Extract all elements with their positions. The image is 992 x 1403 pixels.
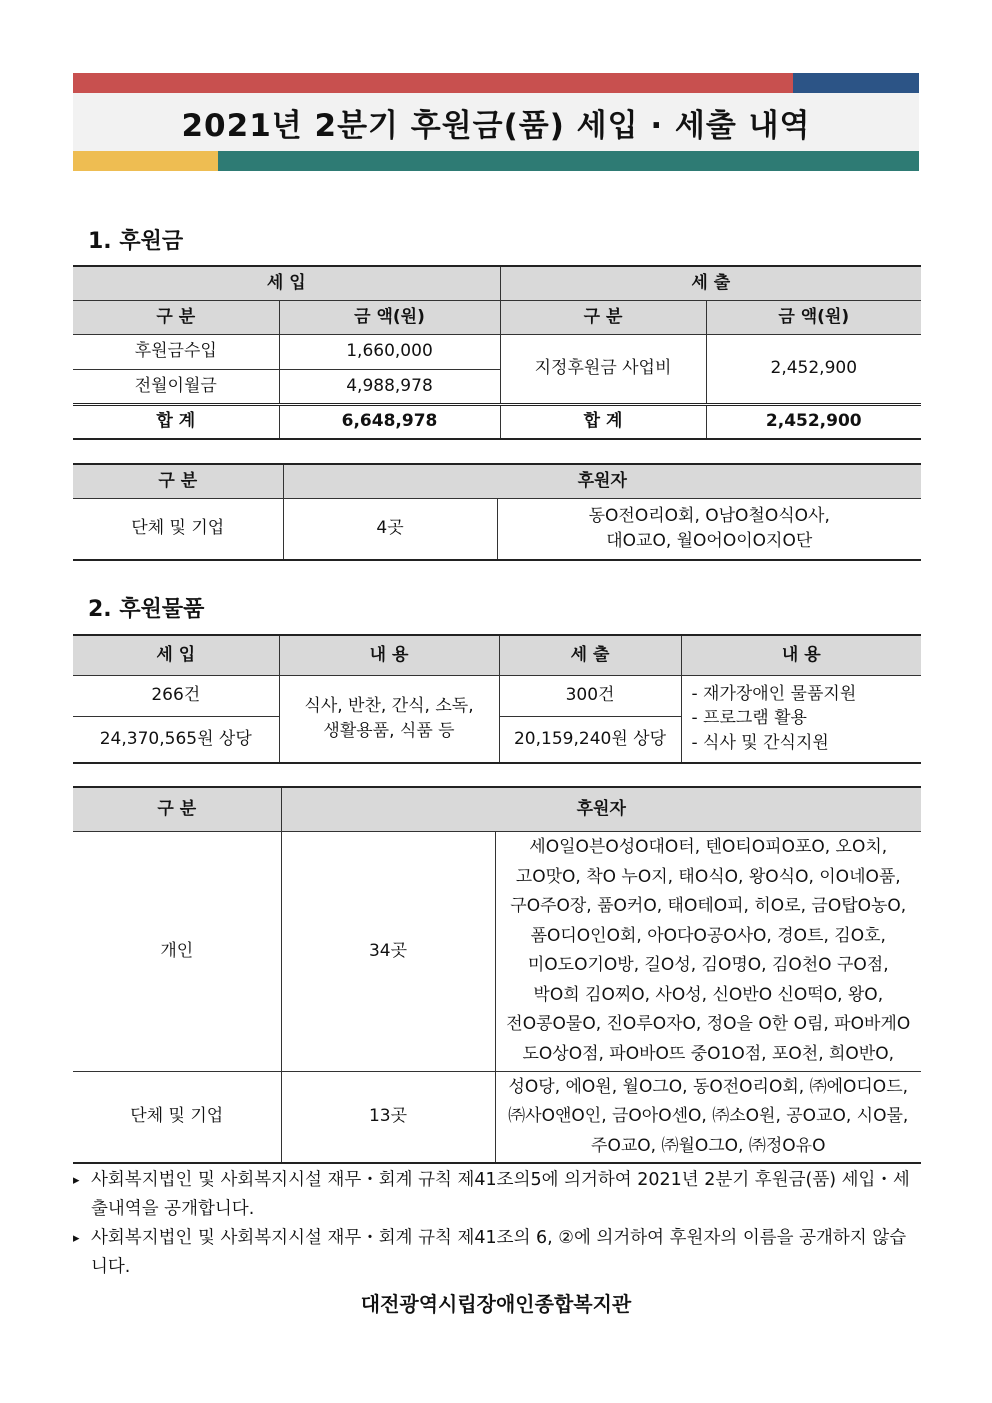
donor-group-names [497, 498, 921, 560]
content-line: 식사, 반찬, 간식, 소독, [304, 696, 474, 717]
expense-header: 세 출 [500, 266, 921, 300]
title-band [73, 93, 919, 151]
content-item: - 프로그램 활용 [691, 708, 807, 729]
donor-group-label: 단체 및 기업 [73, 498, 283, 560]
col-donor: 후원자 [283, 464, 921, 498]
note-item: ▸ 사회복지법인 및 사회복지시설 재무・회계 규칙 제41조의 6, ②에 의거하여 후원자의 이름을 공개하지 않습니다. [73, 1224, 919, 1282]
individual-label: 개인 [73, 831, 281, 1071]
expense-amount: 2,452,900 [706, 334, 921, 404]
income-row-amount: 1,660,000 [279, 334, 500, 369]
col-expense: 세 출 [499, 635, 681, 675]
goods-income-content [279, 675, 499, 763]
goods-donor-table [73, 786, 921, 1164]
content-line: 생활용품, 식품 등 [323, 720, 455, 741]
header-bar-yellow [73, 151, 218, 171]
donor-line: 도O상O점, 파O바O뜨 중O1O점, 포O천, 희O반O, [522, 1043, 895, 1064]
total-label: 합 계 [73, 404, 279, 439]
donation-donor-table [73, 463, 921, 561]
header-bar-teal [218, 151, 919, 171]
col-amount: 금 액(원) [279, 300, 500, 334]
total-label: 합 계 [500, 404, 706, 439]
donation-income-expense-table [73, 265, 921, 440]
note-item: ▸ 사회복지법인 및 사회복지시설 재무・회계 규칙 제41조의5에 의거하여 2021년 2분기 후원금(품) 세입・세출내역을 공개합니다. [73, 1166, 919, 1224]
notes-list [73, 1166, 919, 1282]
col-amount: 금 액(원) [706, 300, 921, 334]
expense-label: 지정후원금 사업비 [500, 334, 706, 404]
income-row-label: 전월이월금 [73, 369, 279, 404]
col-content: 내 용 [681, 635, 921, 675]
donor-line: 전O콩O물O, 진O루O자O, 정O을 O한 O림, 파O바게O [506, 1014, 911, 1034]
income-header: 세 입 [73, 266, 500, 300]
total-income: 6,648,978 [279, 404, 500, 439]
donor-line: 동O전O리O회, O남O철O식O사, [588, 506, 830, 527]
page-title: 2021년 2분기 후원금(품) 세입 · 세출 내역 [181, 107, 811, 144]
org-count: 13곳 [281, 1071, 495, 1163]
content-item: - 식사 및 간식지원 [691, 733, 829, 754]
section-heading-donations: 1. 후원금 [88, 229, 184, 254]
donor-line: 대O교O, 월O어O이O지O단 [606, 530, 813, 551]
organization-name: 대전광역시립장애인종합복지관 [360, 1292, 632, 1316]
total-expense: 2,452,900 [706, 404, 921, 439]
col-gubun: 구 분 [500, 300, 706, 334]
goods-income-expense-table [73, 634, 921, 764]
content-item: - 재가장애인 물품지원 [691, 683, 857, 704]
col-income: 세 입 [73, 635, 279, 675]
donor-line: 고O맛O, 착O 누O지, 태O식O, 왕O식O, 이O네O품, [515, 866, 901, 887]
col-donor: 후원자 [281, 787, 921, 831]
donor-line: 박O희 김O찌O, 사O성, 신O반O 신O떡O, 왕O, [533, 984, 884, 1005]
org-label: 단체 및 기업 [73, 1071, 281, 1163]
income-row-label: 후원금수입 [73, 334, 279, 369]
org-donors [495, 1071, 921, 1163]
donor-line: 폼O디O인O회, 아O다O공O사O, 경O트, 김O호, [530, 925, 886, 946]
goods-income-count: 266건 [73, 675, 279, 716]
income-row-amount: 4,988,978 [279, 369, 500, 404]
donor-line: ㈜사O앤O인, 금O아O센O, ㈜소O원, 공O교O, 시O물, [508, 1106, 909, 1126]
col-gubun: 구 분 [73, 300, 279, 334]
goods-expense-content [681, 675, 921, 763]
donor-line: 주O교O, ㈜월O그O, ㈜정O유O [591, 1135, 826, 1156]
col-gubun: 구 분 [73, 464, 283, 498]
goods-expense-count: 300건 [499, 675, 681, 716]
donor-group-count: 4곳 [283, 498, 497, 560]
donor-line: 구O주O장, 품O커O, 태O테O피, 히O로, 금O탑O농O, [510, 896, 907, 916]
individual-donors [495, 831, 921, 1071]
donor-line: 성O당, 에O원, 월O그O, 동O전O리O회, ㈜에O디O드, [508, 1076, 909, 1097]
goods-income-value: 24,370,565원 상당 [73, 716, 279, 763]
individual-count: 34곳 [281, 831, 495, 1071]
donor-line: 미O도O기O방, 길O성, 김O명O, 김O천O 구O점, [527, 955, 889, 975]
header-bar-navy [793, 73, 919, 93]
goods-expense-value: 20,159,240원 상당 [499, 716, 681, 763]
col-gubun: 구 분 [73, 787, 281, 831]
header-bar-red [73, 73, 793, 93]
col-content: 내 용 [279, 635, 499, 675]
section-heading-goods: 2. 후원물품 [88, 597, 205, 622]
donor-line: 세O일O븐O성O대O터, 텐O티O피O포O, 오O치, [529, 837, 888, 857]
